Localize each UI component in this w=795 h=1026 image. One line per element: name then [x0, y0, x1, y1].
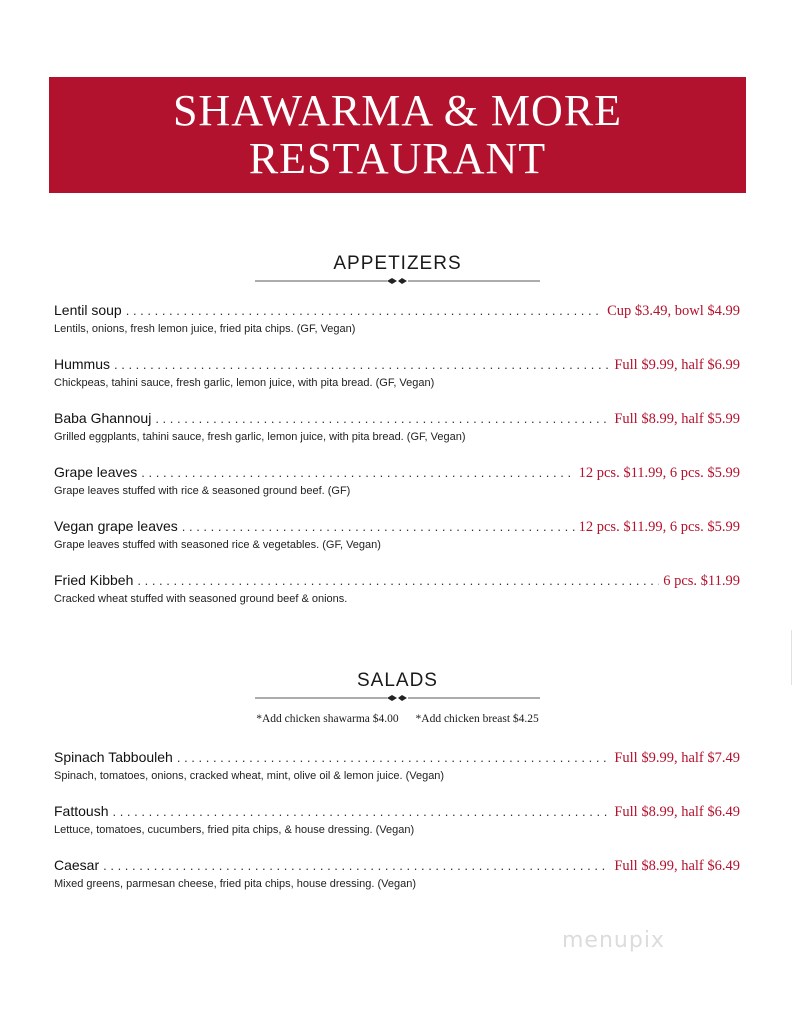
menu-item-vegan-grape-leaves: [54, 518, 740, 551]
item-price: Full $8.99, half $6.49: [614, 858, 740, 874]
menupix-watermark: menupix: [562, 928, 665, 953]
item-description: Lentils, onions, fresh lemon juice, fried pita chips. (GF, Vegan): [54, 323, 356, 335]
menu-item-spinach-tabbouleh: [54, 749, 740, 782]
appetizers-divider-ornament: [255, 276, 540, 286]
item-description: Lettuce, tomatoes, cucumbers, fried pita chips, & house dressing. (Vegan): [54, 824, 415, 836]
item-price: Full $9.99, half $6.99: [614, 357, 740, 373]
item-description: Mixed greens, parmesan cheese, fried pita chips, house dressing. (Vegan): [54, 878, 416, 890]
dot-leader: [155, 411, 610, 426]
item-price: Cup $3.49, bowl $4.99: [607, 303, 740, 319]
item-price: 12 pcs. $11.99, 6 pcs. $5.99: [578, 519, 740, 535]
item-description: Grape leaves stuffed with rice & seasoned ground beef. (GF): [54, 485, 351, 497]
menu-item-lentil-soup: [54, 302, 740, 335]
dot-leader: [103, 858, 610, 873]
item-name: Hummus: [54, 356, 111, 372]
dot-leader: [137, 573, 659, 588]
item-price: 6 pcs. $11.99: [663, 573, 740, 589]
dot-leader: [114, 357, 610, 372]
item-name: Lentil soup: [54, 302, 122, 318]
dot-leader: [182, 519, 575, 534]
item-description: Grilled eggplants, tahini sauce, fresh garlic, lemon juice, with pita bread. (GF, Vegan): [54, 431, 466, 443]
item-price: Full $8.99, half $6.49: [614, 804, 740, 820]
salads-divider-ornament: [255, 693, 540, 703]
item-price: Full $9.99, half $7.49: [614, 750, 740, 766]
dot-leader: [126, 303, 603, 318]
addon-chicken-shawarma: *Add chicken shawarma $4.00: [256, 713, 399, 725]
menu-item-hummus: [54, 356, 740, 389]
page-edge-line: [791, 630, 792, 685]
item-name: Caesar: [54, 857, 100, 873]
restaurant-title-line-2: RESTAURANT: [248, 134, 547, 183]
item-name: Fattoush: [54, 803, 109, 819]
item-name: Grape leaves: [54, 464, 138, 480]
dot-leader: [177, 750, 610, 765]
item-price: Full $8.99, half $5.99: [614, 411, 740, 427]
addon-chicken-breast: *Add chicken breast $4.25: [415, 713, 539, 725]
item-name: Baba Ghannouj: [54, 410, 152, 426]
item-price: 12 pcs. $11.99, 6 pcs. $5.99: [578, 465, 740, 481]
dot-leader: [112, 804, 610, 819]
item-description: Grape leaves stuffed with seasoned rice & vegetables. (GF, Vegan): [54, 539, 381, 551]
item-name: Spinach Tabbouleh: [54, 749, 173, 765]
menu-item-baba-ghannouj: [54, 410, 740, 443]
item-name: Vegan grape leaves: [54, 518, 178, 534]
item-name: Fried Kibbeh: [54, 572, 134, 588]
salads-heading: SALADS: [357, 670, 438, 691]
item-description: Spinach, tomatoes, onions, cracked wheat, mint, olive oil & lemon juice. (Vegan): [54, 770, 445, 782]
restaurant-title-banner: [49, 77, 746, 193]
menu-item-fattoush: [54, 803, 740, 836]
menu-item-grape-leaves: [54, 464, 740, 497]
item-description: Chickpeas, tahini sauce, fresh garlic, lemon juice, with pita bread. (GF, Vegan): [54, 377, 435, 389]
salads-addon-note: [0, 713, 795, 725]
dot-leader: [141, 465, 574, 480]
menu-item-caesar: [54, 857, 740, 890]
restaurant-title-line-1: SHAWARMA & MORE: [172, 86, 623, 135]
menu-item-fried-kibbeh: [54, 572, 740, 605]
item-description: Cracked wheat stuffed with seasoned ground beef & onions.: [54, 593, 348, 605]
appetizers-heading: APPETIZERS: [333, 253, 462, 274]
